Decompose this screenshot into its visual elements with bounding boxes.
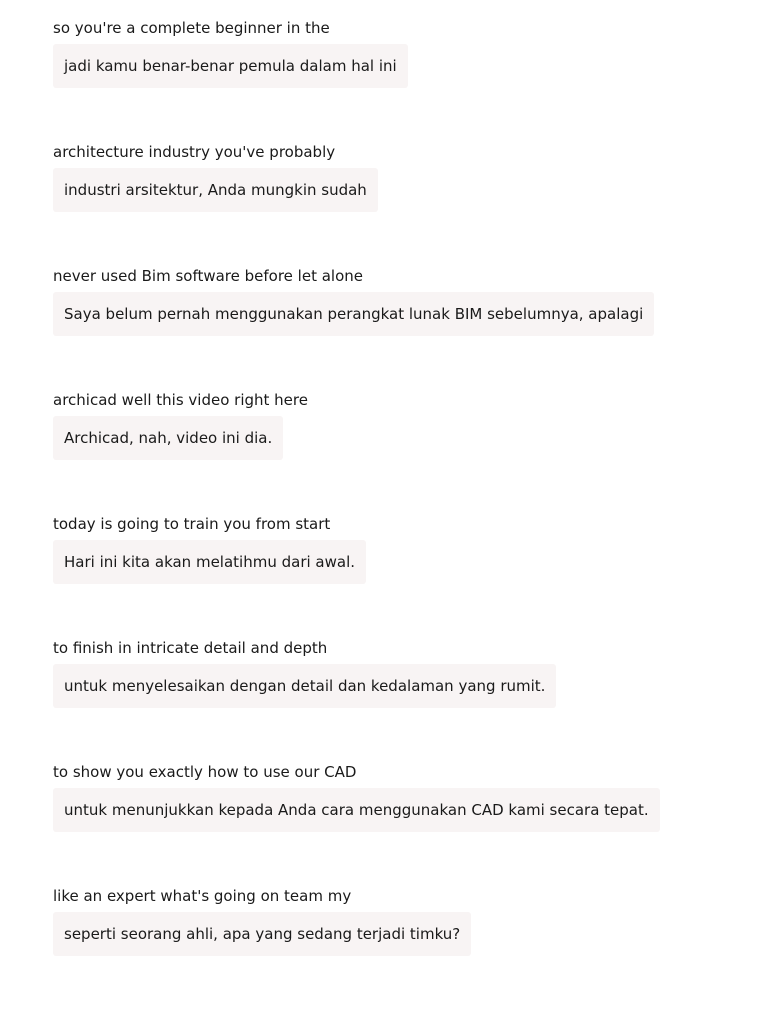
translation-caption: seperti seorang ahli, apa yang sedang terjadi timku? bbox=[53, 912, 471, 956]
source-caption: to finish in intricate detail and depth bbox=[53, 639, 328, 657]
translation-caption: Archicad, nah, video ini dia. bbox=[53, 416, 283, 460]
translation-caption: Hari ini kita akan melatihmu dari awal. bbox=[53, 540, 366, 584]
translation-caption: untuk menyelesaikan dengan detail dan kedalaman yang rumit. bbox=[53, 664, 556, 708]
source-caption: to show you exactly how to use our CAD bbox=[53, 763, 357, 781]
translation-caption: Saya belum pernah menggunakan perangkat lunak BIM sebelumnya, apalagi bbox=[53, 292, 654, 336]
translation-caption: jadi kamu benar-benar pemula dalam hal ini bbox=[53, 44, 408, 88]
source-caption: so you're a complete beginner in the bbox=[53, 19, 330, 37]
source-caption: like an expert what's going on team my bbox=[53, 887, 352, 905]
translation-caption: industri arsitektur, Anda mungkin sudah bbox=[53, 168, 378, 212]
source-caption: today is going to train you from start bbox=[53, 515, 331, 533]
source-caption: archicad well this video right here bbox=[53, 391, 308, 409]
translation-caption: untuk menunjukkan kepada Anda cara menggunakan CAD kami secara tepat. bbox=[53, 788, 660, 832]
source-caption: never used Bim software before let alone bbox=[53, 267, 363, 285]
source-caption: architecture industry you've probably bbox=[53, 143, 336, 161]
